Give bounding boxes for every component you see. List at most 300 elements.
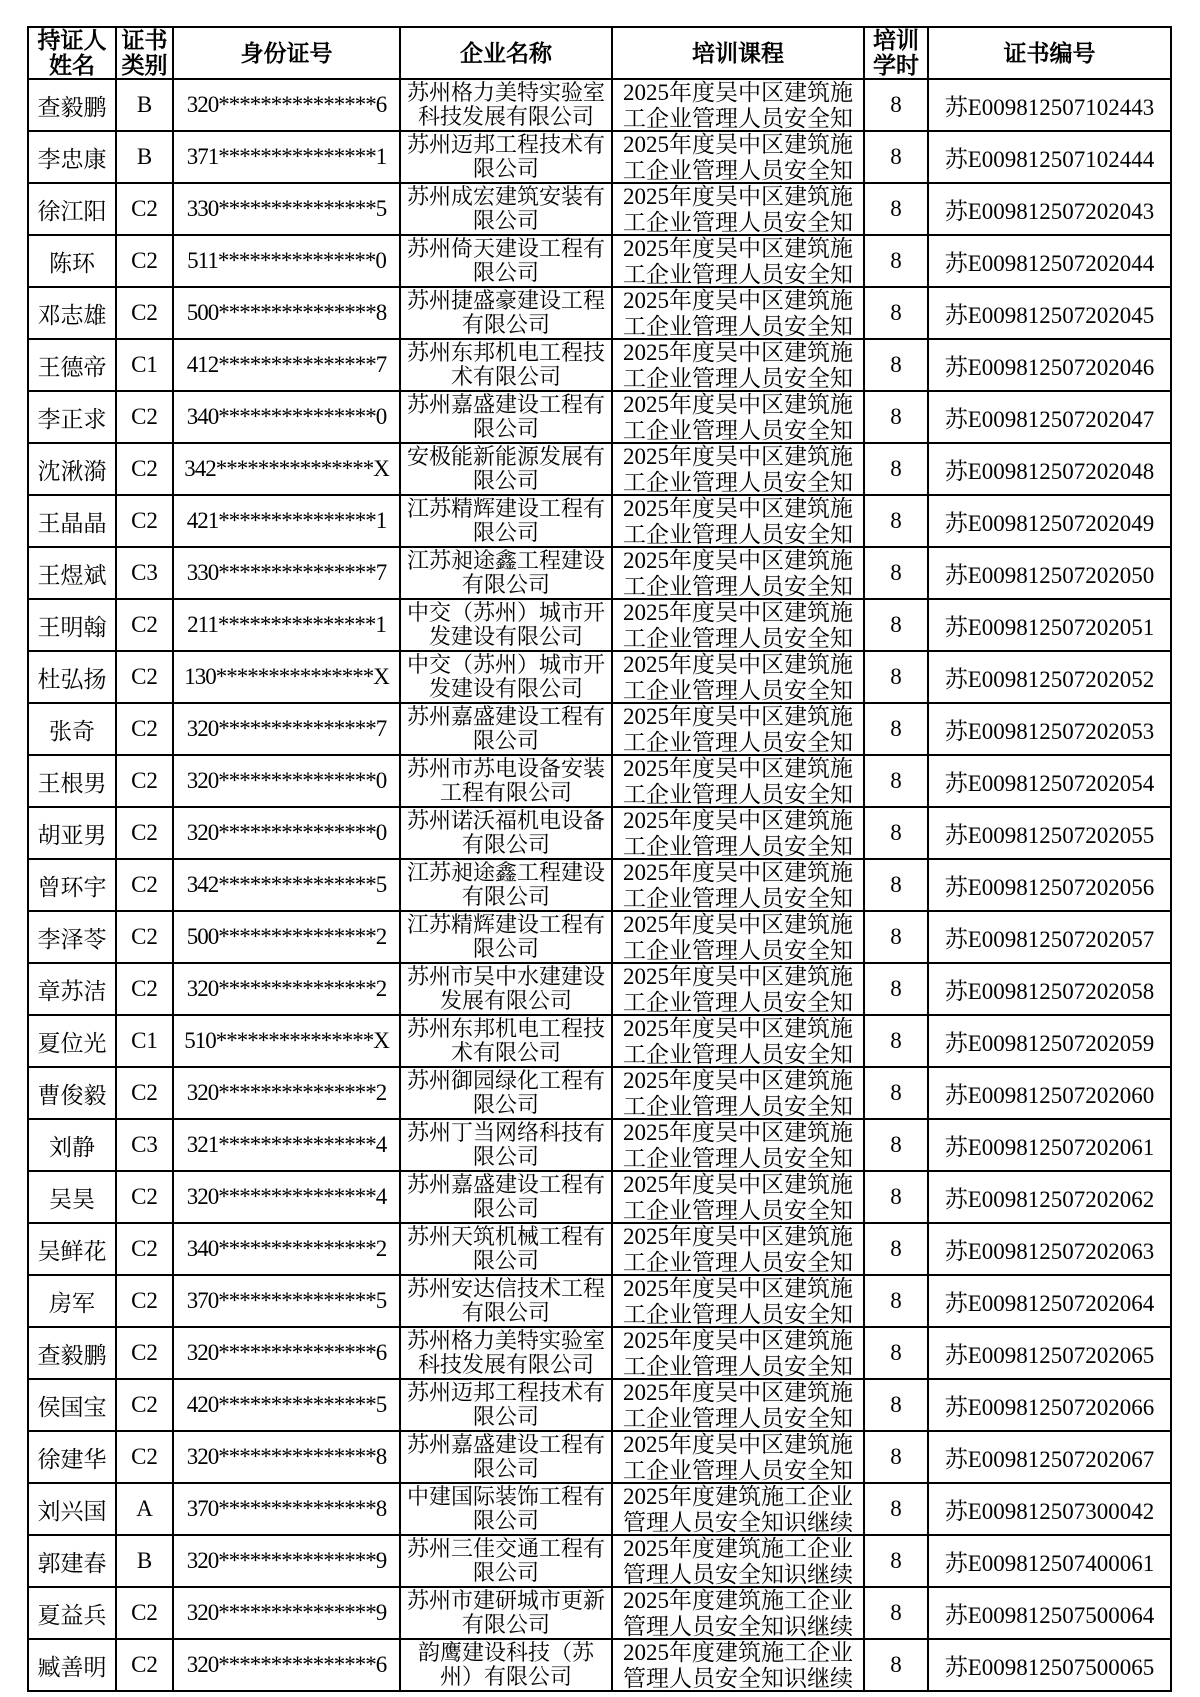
company-text: 苏州天筑机械工程有限公司 [406,1225,605,1273]
cell-company-name [400,1379,612,1431]
cell-cert-type: C2 [116,599,173,651]
cell-cert-type: A [116,1483,173,1535]
cell-holder-name: 陈环 [28,235,116,287]
cell-holder-name: 房军 [28,1275,116,1327]
cell-training-hours: 8 [864,79,928,131]
cell-holder-name: 沈湫漪 [28,443,116,495]
cell-holder-name: 刘静 [28,1119,116,1171]
course-text: 2025年度吴中区建筑施工企业管理人员安全知 [623,184,853,234]
cell-training-hours: 8 [864,911,928,963]
table-row [28,1119,1171,1171]
cell-id-number: 510***************X [173,1015,400,1067]
cell-training-course [612,1327,864,1379]
cell-cert-type: C2 [116,651,173,703]
cell-cert-number: 苏E009812507202050 [928,547,1171,599]
table-row [28,651,1171,703]
cell-training-hours: 8 [864,1431,928,1483]
cell-company-name [400,1223,612,1275]
company-text: 苏州嘉盛建设工程有限公司 [406,705,605,753]
cell-cert-type: C2 [116,1639,173,1691]
cell-training-hours: 8 [864,651,928,703]
cell-company-name [400,755,612,807]
course-text: 2025年度吴中区建筑施工企业管理人员安全知 [623,548,853,598]
cell-id-number: 320***************6 [173,1327,400,1379]
cell-cert-number: 苏E009812507300042 [928,1483,1171,1535]
course-text: 2025年度吴中区建筑施工企业管理人员安全知 [623,1016,853,1066]
cell-id-number: 342***************X [173,443,400,495]
cell-cert-type: C2 [116,1171,173,1223]
table-row [28,183,1171,235]
company-text: 中建国际装饰工程有限公司 [406,1485,605,1533]
table-row [28,599,1171,651]
cell-cert-type: C2 [116,1587,173,1639]
table-row [28,703,1171,755]
company-text: 江苏精辉建设工程有限公司 [406,913,605,961]
cell-cert-type: C2 [116,807,173,859]
cell-cert-number: 苏E009812507202065 [928,1327,1171,1379]
table-row [28,963,1171,1015]
table-row [28,79,1171,131]
cell-holder-name: 李泽苓 [28,911,116,963]
cell-training-course [612,1639,864,1691]
cell-holder-name: 吴昊 [28,1171,116,1223]
table-row [28,1327,1171,1379]
cell-company-name [400,1535,612,1587]
cell-holder-name: 夏位光 [28,1015,116,1067]
cell-cert-number: 苏E009812507202066 [928,1379,1171,1431]
company-text: 苏州倚天建设工程有限公司 [406,237,605,285]
cell-cert-number: 苏E009812507102443 [928,79,1171,131]
cell-holder-name: 吴鲜花 [28,1223,116,1275]
cell-training-hours: 8 [864,1327,928,1379]
cell-training-hours: 8 [864,287,928,339]
cell-company-name [400,1067,612,1119]
cell-training-course [612,703,864,755]
cell-company-name [400,1171,612,1223]
company-text: 江苏昶途鑫工程建设有限公司 [406,549,605,597]
header-training-hours: 培训学时 [864,27,928,79]
cell-id-number: 320***************2 [173,1067,400,1119]
table-row [28,859,1171,911]
cell-company-name [400,1431,612,1483]
course-text: 2025年度建筑施工企业管理人员安全知识继续 [623,1588,853,1638]
company-text: 江苏昶途鑫工程建设有限公司 [406,861,605,909]
cell-holder-name: 张奇 [28,703,116,755]
cell-company-name [400,339,612,391]
cell-training-course [612,183,864,235]
company-text: 苏州迈邦工程技术有限公司 [406,1381,605,1429]
cell-cert-number: 苏E009812507500065 [928,1639,1171,1691]
cell-cert-type: C2 [116,235,173,287]
cell-company-name [400,963,612,1015]
cell-training-course [612,1223,864,1275]
cell-id-number: 321***************4 [173,1119,400,1171]
cell-training-course [612,495,864,547]
course-text: 2025年度吴中区建筑施工企业管理人员安全知 [623,600,853,650]
cell-training-hours: 8 [864,1015,928,1067]
cell-company-name [400,703,612,755]
cell-training-course [612,1171,864,1223]
cell-company-name [400,1275,612,1327]
cell-cert-number: 苏E009812507202054 [928,755,1171,807]
table-row [28,287,1171,339]
cell-training-hours: 8 [864,339,928,391]
cell-training-course [612,911,864,963]
cell-cert-type: C3 [116,547,173,599]
cell-cert-type: C2 [116,1275,173,1327]
table-row [28,1223,1171,1275]
cell-company-name [400,1015,612,1067]
cell-training-hours: 8 [864,495,928,547]
cell-training-course [612,1535,864,1587]
course-text: 2025年度吴中区建筑施工企业管理人员安全知 [623,340,853,390]
cell-company-name [400,1119,612,1171]
cell-training-hours: 8 [864,1275,928,1327]
course-text: 2025年度吴中区建筑施工企业管理人员安全知 [623,756,853,806]
table-row [28,755,1171,807]
cell-id-number: 320***************6 [173,1639,400,1691]
cell-training-course [612,1275,864,1327]
cell-holder-name: 王德帝 [28,339,116,391]
course-text: 2025年度吴中区建筑施工企业管理人员安全知 [623,704,853,754]
cell-training-course [612,599,864,651]
cell-training-hours: 8 [864,1379,928,1431]
cell-cert-number: 苏E009812507202049 [928,495,1171,547]
cell-cert-number: 苏E009812507202067 [928,1431,1171,1483]
cell-cert-number: 苏E009812507202056 [928,859,1171,911]
table-row [28,1171,1171,1223]
header-company-name: 企业名称 [400,27,612,79]
course-text: 2025年度吴中区建筑施工企业管理人员安全知 [623,1172,853,1222]
cell-holder-name: 夏益兵 [28,1587,116,1639]
cell-company-name [400,131,612,183]
cell-holder-name: 邓志雄 [28,287,116,339]
cell-cert-number: 苏E009812507202063 [928,1223,1171,1275]
cell-cert-type: C2 [116,1067,173,1119]
cell-holder-name: 曹俊毅 [28,1067,116,1119]
cell-holder-name: 章苏洁 [28,963,116,1015]
cell-training-hours: 8 [864,443,928,495]
company-text: 苏州嘉盛建设工程有限公司 [406,393,605,441]
cell-company-name [400,599,612,651]
cell-holder-name: 曾环宇 [28,859,116,911]
cell-training-hours: 8 [864,1119,928,1171]
cell-id-number: 500***************2 [173,911,400,963]
cell-cert-number: 苏E009812507202051 [928,599,1171,651]
company-text: 苏州市苏电设备安装工程有限公司 [406,757,605,805]
course-text: 2025年度吴中区建筑施工企业管理人员安全知 [623,860,853,910]
company-text: 苏州嘉盛建设工程有限公司 [406,1173,605,1221]
cell-cert-type: C2 [116,391,173,443]
cell-cert-type: B [116,79,173,131]
table-row [28,339,1171,391]
table-row [28,1483,1171,1535]
cell-company-name [400,1327,612,1379]
table-row [28,1067,1171,1119]
cell-cert-type: C3 [116,1119,173,1171]
company-text: 中交（苏州）城市开发建设有限公司 [406,601,605,649]
cell-cert-number: 苏E009812507202044 [928,235,1171,287]
cell-id-number: 320***************8 [173,1431,400,1483]
cell-holder-name: 刘兴国 [28,1483,116,1535]
cell-holder-name: 王明翰 [28,599,116,651]
cell-holder-name: 王煜斌 [28,547,116,599]
cell-id-number: 421***************1 [173,495,400,547]
cell-id-number: 371***************1 [173,131,400,183]
cell-training-course [612,131,864,183]
cell-cert-number: 苏E009812507202061 [928,1119,1171,1171]
table-row [28,1639,1171,1691]
cell-company-name [400,807,612,859]
cell-training-hours: 8 [864,859,928,911]
cell-cert-type: B [116,131,173,183]
cell-company-name [400,1639,612,1691]
cell-cert-type: C2 [116,911,173,963]
cell-id-number: 330***************7 [173,547,400,599]
cell-cert-number: 苏E009812507202043 [928,183,1171,235]
cell-holder-name: 王晶晶 [28,495,116,547]
cell-cert-type: C2 [116,1327,173,1379]
certificate-table [27,26,1172,1692]
cell-cert-type: C2 [116,703,173,755]
cell-training-course [612,235,864,287]
header-id-number: 身份证号 [173,27,400,79]
cell-training-hours: 8 [864,755,928,807]
cell-training-hours: 8 [864,807,928,859]
cell-id-number: 412***************7 [173,339,400,391]
company-text: 苏州格力美特实验室科技发展有限公司 [406,1329,605,1377]
course-text: 2025年度吴中区建筑施工企业管理人员安全知 [623,1328,853,1378]
cell-training-course [612,1587,864,1639]
cell-training-course [612,287,864,339]
course-text: 2025年度吴中区建筑施工企业管理人员安全知 [623,912,853,962]
cell-company-name [400,287,612,339]
cell-training-hours: 8 [864,599,928,651]
cell-cert-type: C2 [116,1431,173,1483]
cell-company-name [400,651,612,703]
cell-training-course [612,755,864,807]
cell-company-name [400,443,612,495]
course-text: 2025年度吴中区建筑施工企业管理人员安全知 [623,444,853,494]
header-cert-type: 证书类别 [116,27,173,79]
cell-cert-type: C2 [116,859,173,911]
cell-holder-name: 李忠康 [28,131,116,183]
cell-training-course [612,547,864,599]
cell-training-course [612,859,864,911]
course-text: 2025年度吴中区建筑施工企业管理人员安全知 [623,132,853,182]
cell-cert-type: C2 [116,1223,173,1275]
course-text: 2025年度建筑施工企业管理人员安全知识继续 [623,1484,853,1534]
course-text: 2025年度吴中区建筑施工企业管理人员安全知 [623,1068,853,1118]
company-text: 苏州嘉盛建设工程有限公司 [406,1433,605,1481]
cell-cert-type: C2 [116,495,173,547]
company-text: 苏州安达信技术工程有限公司 [406,1277,605,1325]
cell-id-number: 320***************0 [173,807,400,859]
table-row [28,911,1171,963]
cell-training-course [612,1483,864,1535]
course-text: 2025年度吴中区建筑施工企业管理人员安全知 [623,1380,853,1430]
cell-training-hours: 8 [864,963,928,1015]
course-text: 2025年度吴中区建筑施工企业管理人员安全知 [623,496,853,546]
cell-cert-type: B [116,1535,173,1587]
table-row [28,1431,1171,1483]
company-text: 苏州东邦机电工程技术有限公司 [406,1017,605,1065]
cell-cert-type: C2 [116,183,173,235]
table-row [28,1535,1171,1587]
cell-training-hours: 8 [864,235,928,287]
cell-company-name [400,79,612,131]
cell-training-course [612,1379,864,1431]
cell-cert-type: C2 [116,443,173,495]
cell-training-course [612,391,864,443]
cell-company-name [400,235,612,287]
cell-id-number: 330***************5 [173,183,400,235]
cell-training-hours: 8 [864,1067,928,1119]
course-text: 2025年度吴中区建筑施工企业管理人员安全知 [623,1276,853,1326]
company-text: 苏州市吴中水建建设发展有限公司 [406,965,605,1013]
cell-id-number: 320***************4 [173,1171,400,1223]
company-text: 安极能新能源发展有限公司 [406,445,605,493]
cell-training-hours: 8 [864,547,928,599]
table-row [28,1275,1171,1327]
header-row [28,27,1171,79]
cell-id-number: 420***************5 [173,1379,400,1431]
cell-cert-number: 苏E009812507202046 [928,339,1171,391]
cell-cert-number: 苏E009812507202057 [928,911,1171,963]
company-text: 苏州成宏建筑安装有限公司 [406,185,605,233]
company-text: 苏州东邦机电工程技术有限公司 [406,341,605,389]
course-text: 2025年度吴中区建筑施工企业管理人员安全知 [623,288,853,338]
cell-id-number: 130***************X [173,651,400,703]
cell-id-number: 511***************0 [173,235,400,287]
company-text: 苏州格力美特实验室科技发展有限公司 [406,81,605,129]
cell-id-number: 320***************0 [173,755,400,807]
course-text: 2025年度吴中区建筑施工企业管理人员安全知 [623,1224,853,1274]
course-text: 2025年度吴中区建筑施工企业管理人员安全知 [623,236,853,286]
cell-holder-name: 王根男 [28,755,116,807]
company-text: 苏州市建研城市更新有限公司 [406,1589,605,1637]
cell-training-course [612,1067,864,1119]
table-row [28,443,1171,495]
cell-cert-number: 苏E009812507102444 [928,131,1171,183]
cell-cert-number: 苏E009812507202052 [928,651,1171,703]
cell-id-number: 320***************7 [173,703,400,755]
cell-cert-type: C1 [116,339,173,391]
cell-cert-type: C1 [116,1015,173,1067]
table-row [28,131,1171,183]
cell-cert-type: C2 [116,963,173,1015]
cell-holder-name: 胡亚男 [28,807,116,859]
course-text: 2025年度吴中区建筑施工企业管理人员安全知 [623,1120,853,1170]
course-text: 2025年度吴中区建筑施工企业管理人员安全知 [623,80,853,130]
cell-holder-name: 郭建春 [28,1535,116,1587]
cell-id-number: 211***************1 [173,599,400,651]
company-text: 苏州御园绿化工程有限公司 [406,1069,605,1117]
company-text: 苏州丁当网络科技有限公司 [406,1121,605,1169]
company-text: 韵鹰建设科技（苏州）有限公司 [417,1641,594,1689]
cell-cert-number: 苏E009812507202055 [928,807,1171,859]
cell-id-number: 320***************6 [173,79,400,131]
cell-id-number: 320***************2 [173,963,400,1015]
cell-id-number: 320***************9 [173,1587,400,1639]
cell-holder-name: 侯国宝 [28,1379,116,1431]
cell-training-hours: 8 [864,1223,928,1275]
cell-training-hours: 8 [864,1639,928,1691]
cell-training-hours: 8 [864,703,928,755]
course-text: 2025年度吴中区建筑施工企业管理人员安全知 [623,1432,853,1482]
cell-cert-number: 苏E009812507202053 [928,703,1171,755]
cell-cert-number: 苏E009812507202048 [928,443,1171,495]
course-text: 2025年度建筑施工企业管理人员安全知识继续 [623,1536,853,1586]
company-text: 苏州诺沃福机电设备有限公司 [406,809,605,857]
cell-id-number: 320***************9 [173,1535,400,1587]
course-text: 2025年度吴中区建筑施工企业管理人员安全知 [623,652,853,702]
cell-cert-number: 苏E009812507202062 [928,1171,1171,1223]
cell-company-name [400,183,612,235]
cell-cert-type: C2 [116,755,173,807]
cell-training-course [612,1431,864,1483]
cell-cert-number: 苏E009812507202047 [928,391,1171,443]
cell-training-hours: 8 [864,131,928,183]
cell-company-name [400,911,612,963]
company-text: 中交（苏州）城市开发建设有限公司 [406,653,605,701]
cell-cert-number: 苏E009812507202060 [928,1067,1171,1119]
cell-training-course [612,79,864,131]
cell-training-course [612,963,864,1015]
cell-holder-name: 查毅鹏 [28,79,116,131]
cell-cert-number: 苏E009812507400061 [928,1535,1171,1587]
cell-training-hours: 8 [864,1587,928,1639]
cell-cert-number: 苏E009812507202059 [928,1015,1171,1067]
cell-training-course [612,807,864,859]
table-row [28,495,1171,547]
cell-cert-number: 苏E009812507202045 [928,287,1171,339]
table-body [28,79,1171,1691]
course-text: 2025年度吴中区建筑施工企业管理人员安全知 [623,964,853,1014]
company-text: 江苏精辉建设工程有限公司 [406,497,605,545]
table-row [28,807,1171,859]
cell-training-hours: 8 [864,1483,928,1535]
header-training-course: 培训课程 [612,27,864,79]
course-text: 2025年度吴中区建筑施工企业管理人员安全知 [623,808,853,858]
table-row [28,547,1171,599]
table-row [28,1587,1171,1639]
table-row [28,1379,1171,1431]
table-row [28,235,1171,287]
cell-holder-name: 李正求 [28,391,116,443]
header-cert-number: 证书编号 [928,27,1171,79]
cell-company-name [400,391,612,443]
table-row [28,391,1171,443]
cell-training-course [612,443,864,495]
table-row [28,1015,1171,1067]
cell-id-number: 370***************5 [173,1275,400,1327]
cell-holder-name: 臧善明 [28,1639,116,1691]
cell-id-number: 340***************2 [173,1223,400,1275]
cell-cert-number: 苏E009812507202064 [928,1275,1171,1327]
cell-cert-number: 苏E009812507202058 [928,963,1171,1015]
cell-company-name [400,1587,612,1639]
cell-holder-name: 查毅鹏 [28,1327,116,1379]
cell-id-number: 340***************0 [173,391,400,443]
company-text: 苏州三佳交通工程有限公司 [406,1537,605,1585]
cell-training-course [612,339,864,391]
cell-id-number: 500***************8 [173,287,400,339]
cell-cert-type: C2 [116,1379,173,1431]
cell-cert-type: C2 [116,287,173,339]
cell-training-course [612,651,864,703]
cell-id-number: 370***************8 [173,1483,400,1535]
